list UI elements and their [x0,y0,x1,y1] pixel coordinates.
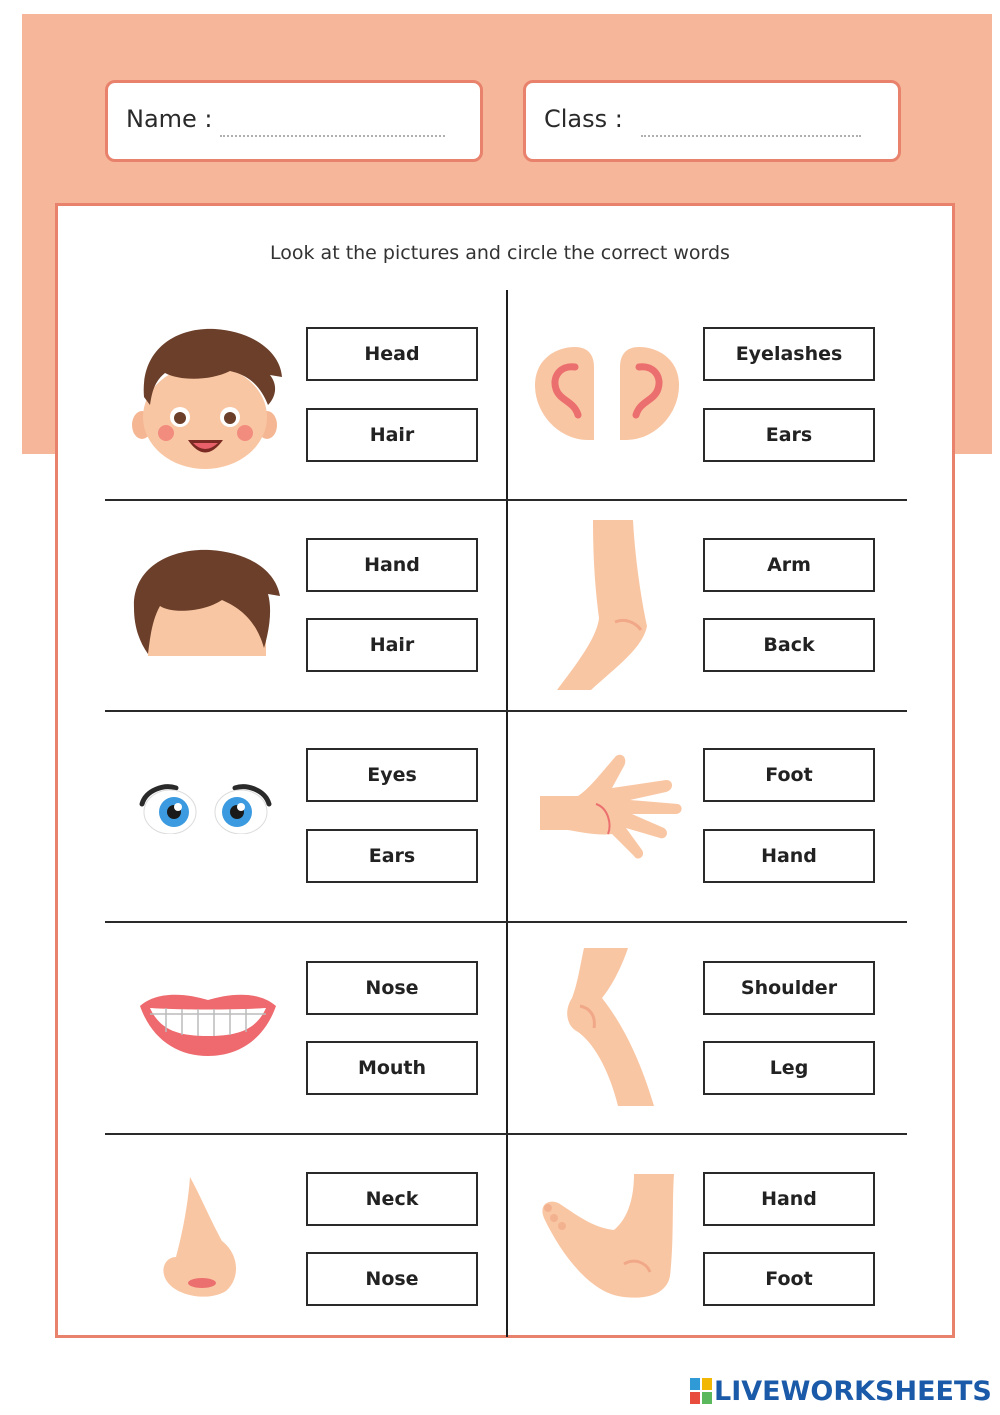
word-option[interactable]: Foot [703,1252,875,1306]
word-option[interactable]: Back [703,618,875,672]
arm-picture [555,518,655,693]
liveworksheets-logo-text: LIVEWORKSHEETS [714,1375,992,1407]
word-option[interactable]: Eyelashes [703,327,875,381]
class-box [523,80,901,162]
word-option[interactable]: Leg [703,1041,875,1095]
name-input-line[interactable] [220,135,445,137]
word-option[interactable]: Hand [703,1172,875,1226]
hand-picture [538,752,683,870]
word-option[interactable]: Nose [306,961,478,1015]
class-input-line[interactable] [641,135,861,137]
word-option[interactable]: Mouth [306,1041,478,1095]
word-option[interactable]: Ears [306,829,478,883]
class-label: Class : [544,105,623,133]
name-box [105,80,483,162]
word-option[interactable]: Shoulder [703,961,875,1015]
row-divider [105,710,907,712]
word-option[interactable]: Arm [703,538,875,592]
name-label: Name : [126,105,213,133]
hair-picture [130,548,285,656]
eyes-picture [138,782,273,834]
word-option[interactable]: Foot [703,748,875,802]
word-option[interactable]: Eyes [306,748,478,802]
word-option[interactable]: Neck [306,1172,478,1226]
word-option[interactable]: Nose [306,1252,478,1306]
ears-picture [530,345,685,445]
word-option[interactable]: Hand [306,538,478,592]
word-option[interactable]: Ears [703,408,875,462]
row-divider [105,499,907,501]
word-option[interactable]: Hair [306,408,478,462]
liveworksheets-logo-icon [690,1378,712,1404]
head-face-picture [130,325,290,470]
instruction-text: Look at the pictures and circle the correct words [270,242,730,264]
column-divider [506,290,508,1337]
word-option[interactable]: Hand [703,829,875,883]
row-divider [105,1133,907,1135]
mouth-picture [138,990,278,1058]
word-option[interactable]: Hair [306,618,478,672]
leg-picture [562,946,662,1108]
foot-picture [538,1172,678,1302]
nose-picture [160,1175,240,1300]
row-divider [105,921,907,923]
word-option[interactable]: Head [306,327,478,381]
liveworksheets-logo [690,1375,992,1407]
